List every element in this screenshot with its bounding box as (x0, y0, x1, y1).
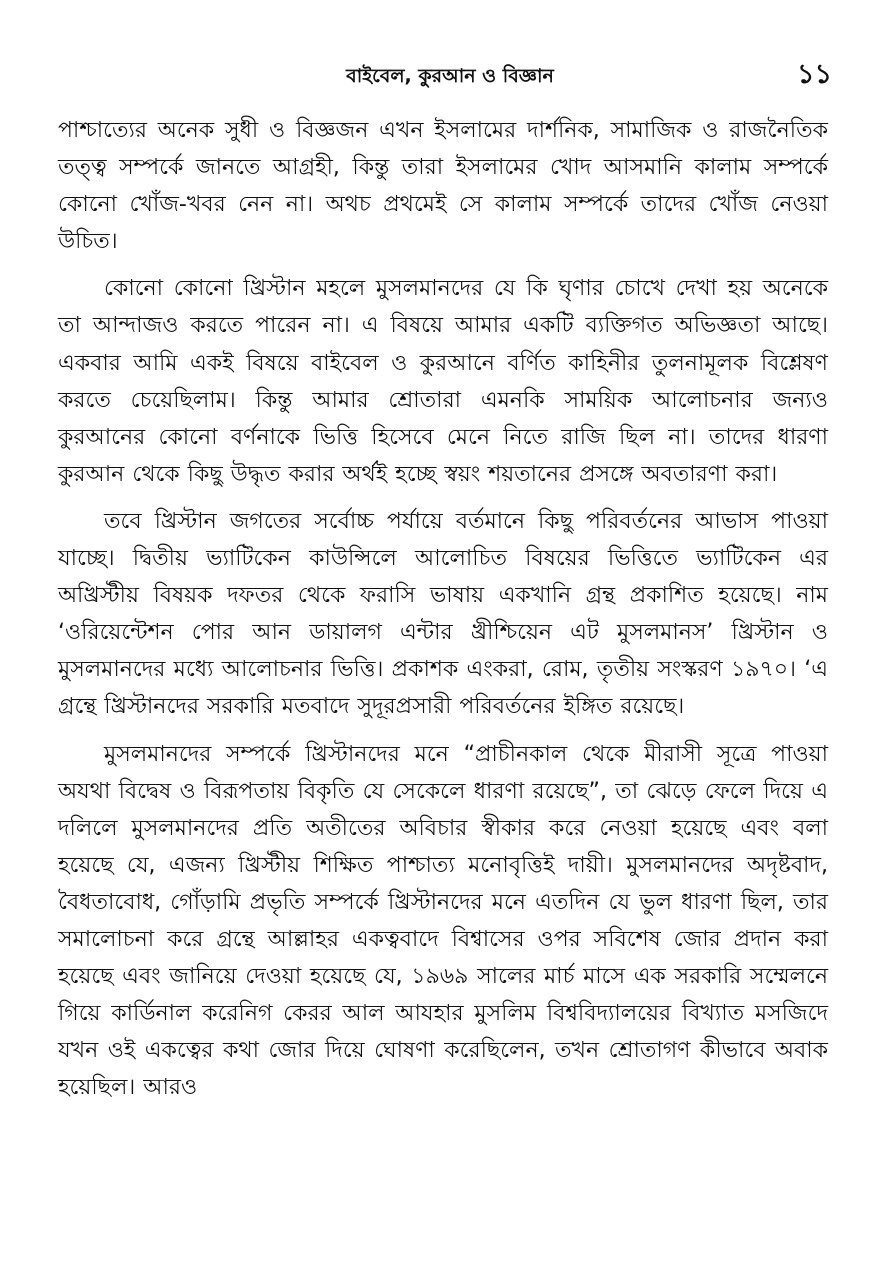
paragraph-1: পাশ্চাত্যের অনেক সুধী ও বিজ্ঞজন এখন ইসলামের দার্শনিক, সামাজিক ও রাজনৈতিক তত্ত্ব সম্পর্কে জানতে আগ্রহী, কিন্তু তারা ইসলামের খোদ আসমানি কালাম সম্পর্কে কোনো খোঁজ-খবর নেন না। অথচ প্রথমেই সে কালাম সম্পর্কে তাদের খোঁজ নেওয়া উচিত। (58, 118, 828, 255)
paragraph-2: কোনো কোনো খ্রিস্টান মহলে মুসলমানদের যে কি ঘৃণার চোখে দেখা হয় অনেকে তা আন্দাজও করতে পারেন না। এ বিষয়ে আমার একটি ব্যক্তিগত অভিজ্ঞতা আছে। একবার আমি একই বিষয়ে বাইবেল ও কুরআনে বর্ণিত কাহিনীর তুলনামূলক বিশ্লেষণ করতে চেয়েছিলাম। কিন্তু আমার শ্রোতারা এমনকি সাময়িক আলোচনার জন্যও কুরআনের কোনো বর্ণনাকে ভিত্তি হিসেবে মেনে নিতে রাজি ছিল না। তাদের ধারণা কুরআন থেকে কিছু উদ্ধৃত করার অর্থই হচ্ছে স্বয়ং শয়তানের প্রসঙ্গে অবতারণা করা। (58, 276, 828, 487)
running-header-title: বাইবেল, কুরআন ও বিজ্ঞান (346, 65, 554, 87)
body-text (58, 112, 828, 1116)
paragraph-3: তবে খ্রিস্টান জগতের সর্বোচ্চ পর্যায়ে বর্তমানে কিছু পরিবর্তনের আভাস পাওয়া যাচ্ছে। দ্বিতীয় ভ্যাটিকেন কাউন্সিলে আলোচিত বিষয়ের ভিত্তিতে ভ্যাটিকেন এর অখ্রিস্টীয় বিষয়ক দফতর থেকে ফরাসি ভাষায় একখানি গ্রন্থ প্রকাশিত হয়েছে। নাম ‘ওরিয়েন্টেশন পোর আন ডায়ালগ এন্টার খ্রীশ্চিয়েন এট মুসলমানস’ খ্রিস্টান ও মুসলমানদের মধ্যে আলোচনার ভিত্তি। প্রকাশক এংকরা, রোম, তৃতীয় সংস্করণ ১৯৭০। ‘এ গ্রন্থে খ্রিস্টানদের সরকারি মতবাদে সুদূরপ্রসারী পরিবর্তনের ইঙ্গিত রয়েছে। (58, 508, 828, 720)
paragraph-4: মুসলমানদের সম্পর্কে খ্রিস্টানদের মনে “প্রাচীনকাল থেকে মীরাসী সূত্রে পাওয়া অযথা বিদ্বেষ ও বিরূপতায় বিকৃতি যে সেকেলে ধারণা রয়েছে”, তা ঝেড়ে ফেলে দিয়ে এ দলিলে মুসলমানদের প্রতি অতীতের অবিচার স্বীকার করে নেওয়া হয়েছে এবং বলা হয়েছে যে, এজন্য খ্রিস্টীয় শিক্ষিত পাশ্চাত্য মনোবৃত্তিই দায়ী। মুসলমানদের অদৃষ্টবাদ, বৈধতাবোধ, গোঁড়ামি প্রভৃতি সম্পর্কে খ্রিস্টানদের মনে এতদিন যে ভুল ধারণা ছিল, তার সমালোচনা করে গ্রন্থে আল্লাহর একত্ববাদে বিশ্বাসের ওপর সবিশেষ জোর প্রদান করা হয়েছে এবং জানিয়ে দেওয়া হয়েছে যে, ১৯৬৯ সালের মার্চ মাসে এক সরকারি সম্মেলনে গিয়ে কার্ডিনাল করেনিগ কেরর আল আযহার মুসলিম বিশ্ববিদ্যালয়ের বিখ্যাত মসজিদে যখন ওই একত্বের কথা জোর দিয়ে ঘোষণা করেছিলেন, তখন শ্রোতাগণ কীভাবে অবাক হয়েছিল। আরও (58, 741, 828, 1101)
page-number: ১১ (796, 59, 832, 90)
